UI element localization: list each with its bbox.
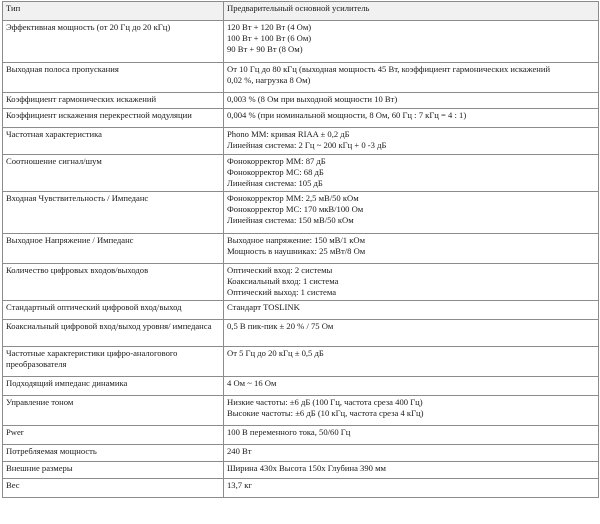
value-line: 4 Ом ~ 16 Ом [227, 378, 277, 388]
specifications-table-body [3, 2, 599, 498]
table-row [3, 301, 599, 320]
value-line: Ширина 430х Высота 150х Глубина 390 мм [227, 463, 386, 473]
value-cell [224, 128, 599, 155]
table-row [3, 264, 599, 301]
value-line: Оптический вход: 2 системы [227, 265, 333, 275]
parameter-cell: Коаксиальный цифровой вход/выход уровня/ импеданса [3, 320, 224, 347]
value-cell [224, 462, 599, 479]
table-row [3, 234, 599, 264]
parameter-cell: Частотные характеристики цифро-аналогового преобразователя [3, 347, 224, 377]
value-cell [224, 445, 599, 462]
table-row [3, 396, 599, 426]
table-row [3, 128, 599, 155]
value-line: Линейная система: 150 мВ/50 кОм [227, 215, 354, 226]
value-line: Оптический выход: 1 система [227, 287, 337, 298]
value-cell [224, 192, 599, 234]
table-row [3, 426, 599, 445]
value-line: 13,7 кг [227, 480, 252, 490]
value-line: Фонокорректор MM: 87 дБ [227, 156, 326, 166]
parameter-cell: Pwer [3, 426, 224, 445]
parameter-cell: Выходная полоса пропускания [3, 63, 224, 93]
table-row [3, 21, 599, 63]
value-line: От 10 Гц до 80 кГц (выходная мощность 45 Вт, коэффициент гармонических искажений [227, 64, 551, 74]
table-row [3, 155, 599, 192]
value-cell [224, 347, 599, 377]
header-value-cell: Предварительный основной усилитель [224, 2, 599, 21]
value-line: Фонокорректор MC: 170 мкВ/100 Ом [227, 204, 364, 215]
value-line: Фонокорректор MM: 2,5 мВ/50 кОм [227, 193, 359, 203]
value-line: Линейная система: 105 дБ [227, 178, 323, 189]
value-cell [224, 479, 599, 498]
table-row [3, 479, 599, 498]
parameter-cell: Коэффициент гармонических искажений [3, 93, 224, 109]
table-row [3, 462, 599, 479]
parameter-cell: Потребляемая мощность [3, 445, 224, 462]
parameter-cell: Количество цифровых входов/выходов [3, 264, 224, 301]
value-cell [224, 93, 599, 109]
table-header-row [3, 2, 599, 21]
value-cell [224, 301, 599, 320]
value-cell [224, 396, 599, 426]
value-line: Стандарт TOSLINK [227, 302, 300, 312]
value-line: 0,004 % (при номинальной мощности, 8 Ом, 60 Гц : 7 кГц = 4 : 1) [227, 110, 467, 120]
parameter-cell: Управление тоном [3, 396, 224, 426]
value-line: Phono MM: кривая RIAA ± 0,2 дБ [227, 129, 350, 139]
parameter-cell: Стандартный оптический цифровой вход/выход [3, 301, 224, 320]
value-line: 90 Вт + 90 Вт (8 Ом) [227, 44, 303, 55]
value-cell [224, 264, 599, 301]
table-row [3, 109, 599, 128]
value-cell [224, 109, 599, 128]
table-row [3, 445, 599, 462]
table-row [3, 320, 599, 347]
value-line: 0,5 В пик-пик ± 20 % / 75 Ом [227, 321, 334, 331]
table-row [3, 63, 599, 93]
table-row [3, 192, 599, 234]
value-cell [224, 426, 599, 445]
value-line: 240 Вт [227, 446, 252, 456]
value-cell [224, 377, 599, 396]
value-line: От 5 Гц до 20 кГц ± 0,5 дБ [227, 348, 324, 358]
parameter-cell: Частотная характеристика [3, 128, 224, 155]
value-line: 100 Вт + 100 Вт (6 Ом) [227, 33, 312, 44]
parameter-cell: Входная Чувствительность / Импеданс [3, 192, 224, 234]
header-type-cell: Тип [3, 2, 224, 21]
table-row [3, 377, 599, 396]
table-row [3, 93, 599, 109]
value-line: 0,003 % (8 Ом при выходной мощности 10 Вт) [227, 94, 398, 104]
value-cell [224, 155, 599, 192]
value-cell [224, 320, 599, 347]
value-line: Мощность в наушниках: 25 мВт/8 Ом [227, 246, 366, 257]
table-row [3, 347, 599, 377]
value-line: Выходное напряжение: 150 мВ/1 кОм [227, 235, 366, 245]
value-line: Низкие частоты: ±6 дБ (100 Гц, частота среза 400 Гц) [227, 397, 423, 407]
parameter-cell: Вес [3, 479, 224, 498]
value-line: Линейная система: 2 Гц ~ 200 кГц + 0 -3 дБ [227, 140, 387, 151]
parameter-cell: Эффективная мощность (от 20 Гц до 20 кГц) [3, 21, 224, 63]
value-line: 0,02 %, нагрузка 8 Ом) [227, 75, 311, 86]
parameter-cell: Выходное Напряжение / Импеданс [3, 234, 224, 264]
value-line: Высокие частоты: ±6 дБ (10 кГц, частота среза 4 кГц) [227, 408, 424, 419]
parameter-cell: Внешние размеры [3, 462, 224, 479]
value-line: Коаксиальный вход: 1 система [227, 276, 339, 287]
specifications-table [2, 1, 599, 498]
value-cell [224, 21, 599, 63]
parameter-cell: Коэффициент искажения перекрестной модуляции [3, 109, 224, 128]
parameter-cell: Соотношение сигнал/шум [3, 155, 224, 192]
value-cell [224, 63, 599, 93]
value-line: 100 В переменного тока, 50/60 Гц [227, 427, 351, 437]
value-line: 120 Вт + 120 Вт (4 Ом) [227, 22, 312, 32]
parameter-cell: Подходящий импеданс динамика [3, 377, 224, 396]
value-line: Фонокорректор MC: 68 дБ [227, 167, 324, 178]
value-cell [224, 234, 599, 264]
